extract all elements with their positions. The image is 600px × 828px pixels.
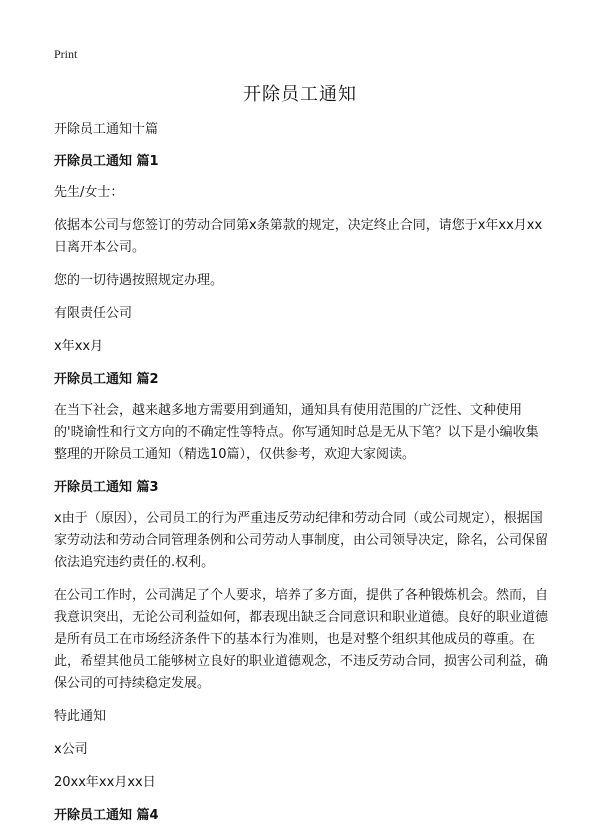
section-heading: 开除员工通知 篇3	[54, 480, 159, 495]
print-link[interactable]: Print	[54, 47, 78, 61]
paragraph: 特此通知	[54, 709, 107, 724]
paragraph: 有限责任公司	[54, 306, 133, 321]
paragraph: x公司	[54, 742, 88, 757]
paragraph: x由于（原因），公司员工的行为严重违反劳动纪律和劳动合同（或公司规定），根据国家劳动法和劳动合同管理条例和公司劳动人事制度，由公司领导决定，除名，公司保留依法追究违约责任的.权利。	[54, 511, 549, 570]
paragraph: 依据本公司与您签订的劳动合同第x条第款的规定，决定终止合同，请您于x年xx月xx日离开本公司。	[54, 218, 543, 255]
article-subtitle: 开除员工通知十篇	[54, 122, 159, 137]
paragraph: 您的一切待遇按照规定办理。	[54, 273, 224, 288]
section-heading: 开除员工通知 篇2	[54, 372, 159, 387]
paragraph: 在当下社会，越来越多地方需要用到通知，通知具有使用范围的广泛性、文种使用的'晓谕性和行文方向的不确定性等特点。你写通知时总是无从下笔？以下是小编收集整理的开除员工通知（精选10篇），仅供参考，欢迎大家阅读。	[54, 403, 539, 462]
section-heading: 开除员工通知 篇1	[54, 154, 159, 169]
paragraph: 先生/女士：	[54, 185, 124, 200]
paragraph: 在公司工作时，公司满足了个人要求，培养了多方面，提供了各种锻炼机会。然而，自我意识突出，无论公司利益如何，都表现出缺乏合同意识和职业道德。良好的职业道德是所有员工在市场经济条件下的基本行为准则，也是对整个组织其他成员的尊重。在此，希望其他员工能够树立良好的职业道德观念，不违反劳动合同，损害公司利益，确保公司的可持续稳定发展。	[54, 588, 549, 691]
page-title: 开除员工通知	[243, 84, 357, 105]
section-heading: 开除员工通知 篇4	[54, 808, 159, 823]
article-body	[54, 119, 550, 828]
paragraph: 20xx年xx月xx日	[54, 775, 156, 790]
paragraph: x年xx月	[54, 339, 104, 354]
